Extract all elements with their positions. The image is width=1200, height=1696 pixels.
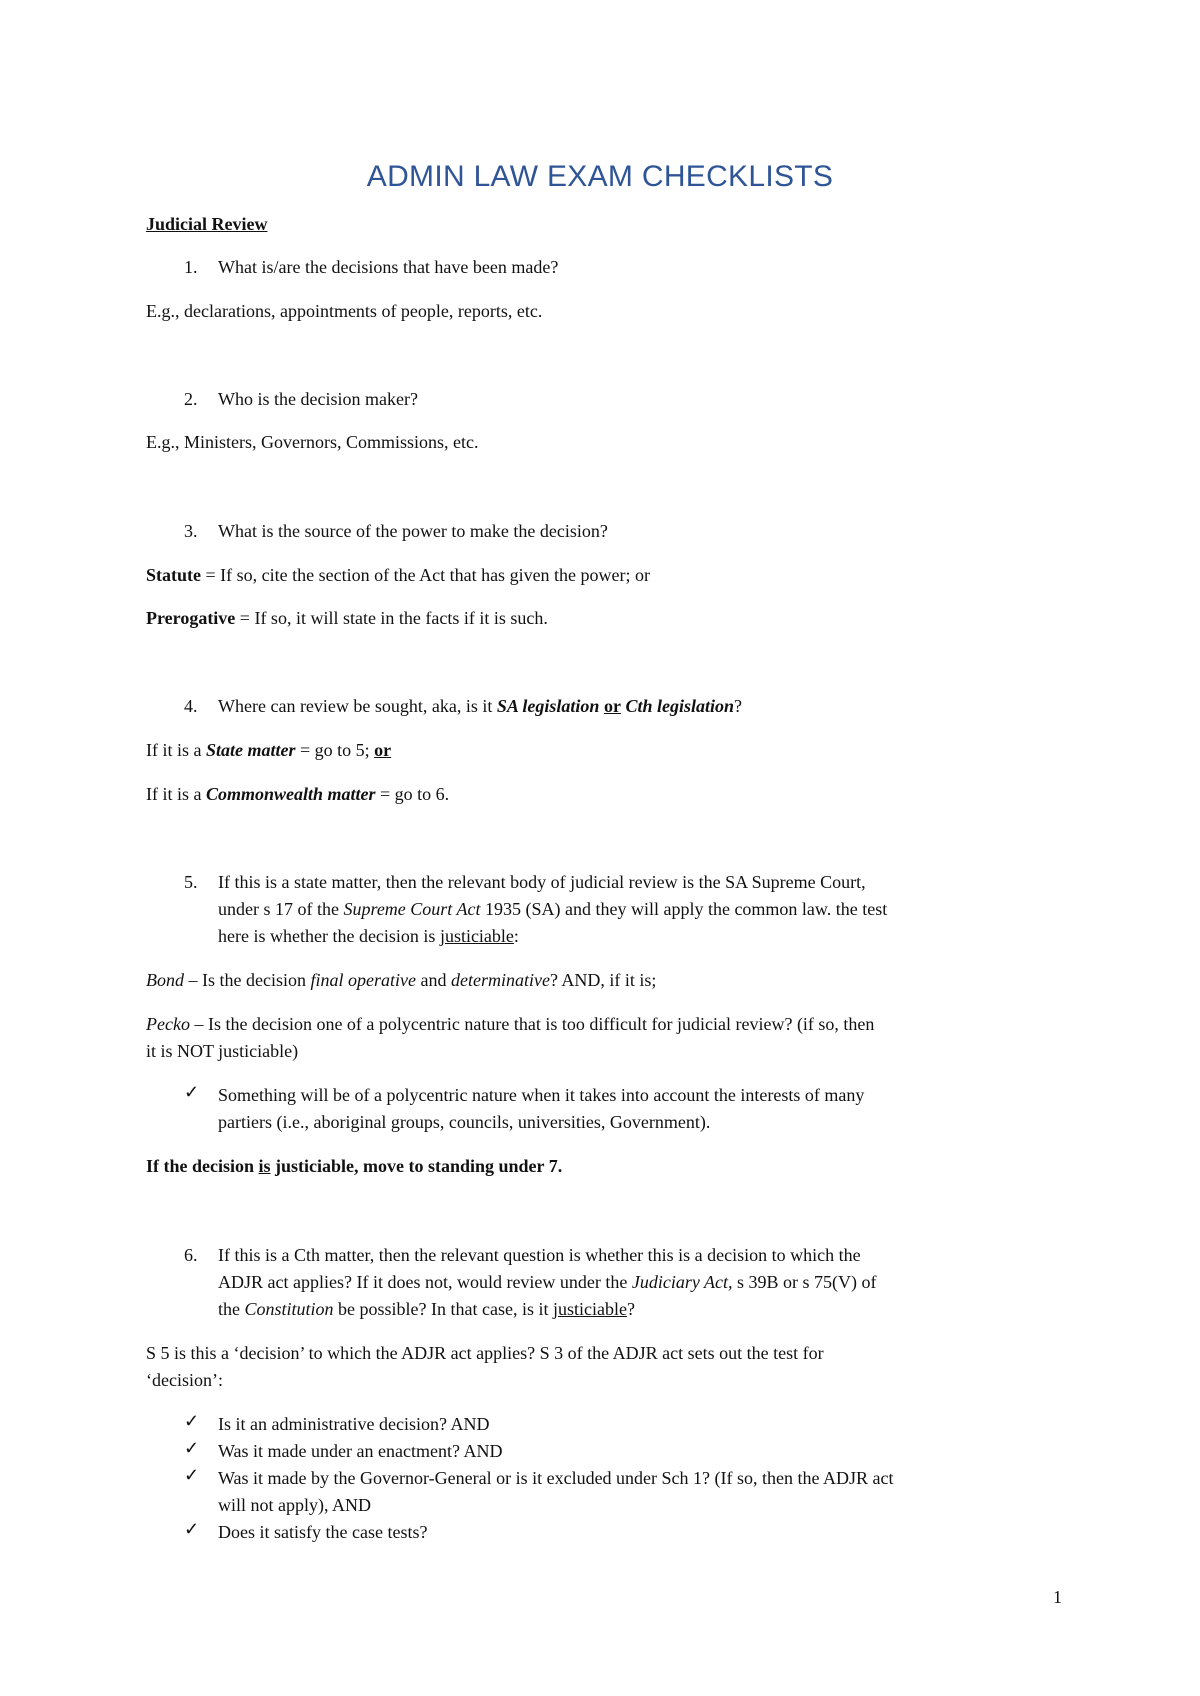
line-post: = go to 6. [375,784,450,804]
text-run: justiciable, move to standing under 7. [270,1156,563,1176]
supreme-court-act: Supreme Court Act [343,899,481,919]
check-item: Is it an administrative decision? AND [218,1414,490,1434]
text-run: ? AND, if it is; [549,970,657,990]
question-2 [184,386,418,413]
prerogative-text: = If so, it will state in the facts if it is such. [235,608,548,628]
text-run: ADJR act applies? If it does not, would review under the [218,1272,632,1292]
text-run: : [513,926,519,946]
check-item: Was it made by the Governor-General or is it excluded under Sch 1? (If so, then the ADJR act [218,1468,894,1488]
or-word: or [603,696,621,716]
question-text: If this is a Cth matter, then the relevant question is whether this is a decision to which the [218,1245,861,1265]
s5-test: S 5 is this a ‘decision’ to which the ADJR act applies? S 3 of the ADJR act sets out the test for [146,1343,824,1363]
question-number: 4. [184,696,198,716]
statute-text: = If so, cite the section of the Act that has given the power; or [201,565,651,585]
question-number: 3. [184,521,198,541]
question-5-line-2 [218,896,887,923]
question-5-line-3 [218,923,519,950]
text-run: ? [626,1299,635,1319]
statute-label: Statute [146,565,201,585]
pecko-test-line-2: it is NOT justiciable) [146,1041,299,1061]
question-text: Who is the decision maker? [218,389,418,409]
determinative: determinative [450,970,550,990]
line-mid: = go to 5; [295,740,375,760]
text-run: here is whether the decision is [218,926,440,946]
prerogative-line [146,605,548,632]
text-run: 1935 (SA) and they will apply the common law. the test [480,899,888,919]
text-run: – Is the decision one of a polycentric nature that is too difficult for judicial review? (if so, then [189,1014,875,1034]
state-matter-line [146,737,391,764]
justiciable-statement [146,1153,562,1180]
question-5 [184,869,866,896]
question-number: 1. [184,257,198,277]
cth-matter-line [146,781,449,808]
prerogative-label: Prerogative [146,608,236,628]
text-run: – Is the decision [184,970,311,990]
question-end: ? [733,696,742,716]
commonwealth-matter: Commonwealth matter [206,784,376,804]
bond-test [146,967,656,994]
question-number: 2. [184,389,198,409]
pecko-test [146,1011,874,1038]
checkmark-icon: ✓ [184,1411,200,1431]
question-2-example: E.g., Ministers, Governors, Commissions, etc. [146,432,479,452]
line-pre: If it is a [146,784,206,804]
text-run: the [218,1299,245,1319]
s5-test-line-2: ‘decision’: [146,1370,223,1390]
is-word: is [258,1156,271,1176]
question-1 [184,254,558,281]
question-number: 5. [184,872,198,892]
text-run: under s 17 of the [218,899,344,919]
question-6 [184,1242,861,1269]
statute-line [146,562,650,589]
document-title: ADMIN LAW EXAM CHECKLISTS [366,160,834,193]
question-text: If this is a state matter, then the relevant body of judicial review is the SA Supreme Court, [218,872,866,892]
or-word: or [374,740,392,760]
check-item: Does it satisfy the case tests? [218,1522,428,1542]
page-number: 1 [1053,1587,1062,1607]
check-item-line-2: will not apply), AND [218,1495,371,1515]
text-run: If the decision [146,1156,259,1176]
checkmark-icon: ✓ [184,1519,200,1539]
case-name-pecko: Pecko [146,1014,190,1034]
question-text: What is/are the decisions that have been made? [218,257,559,277]
question-4 [184,693,742,720]
section-heading: Judicial Review [146,214,268,234]
polycentric-check-line-2: partiers (i.e., aboriginal groups, councils, universities, Government). [218,1112,711,1132]
judiciary-act: Judiciary Act, [631,1272,733,1292]
checkmark-icon: ✓ [184,1465,200,1485]
justiciable-word: justiciable [552,1299,627,1319]
case-name-bond: Bond [146,970,184,990]
sa-legislation: SA legislation [496,696,600,716]
text-run: s 39B or s 75(V) of [732,1272,877,1292]
text-run: and [415,970,451,990]
question-text: What is the source of the power to make the decision? [218,521,608,541]
state-matter: State matter [206,740,296,760]
line-pre: If it is a [146,740,206,760]
constitution: Constitution [244,1299,334,1319]
question-3 [184,518,608,545]
text-run: be possible? In that case, is it [333,1299,553,1319]
check-item: Was it made under an enactment? AND [218,1441,503,1461]
question-text: Where can review be sought, aka, is it [218,696,497,716]
question-6-line-3 [218,1296,635,1323]
question-6-line-2 [218,1269,877,1296]
question-1-example: E.g., declarations, appointments of people, reports, etc. [146,301,543,321]
checkmark-icon: ✓ [184,1438,200,1458]
polycentric-check: Something will be of a polycentric nature when it takes into account the interests of many [218,1085,865,1105]
question-number: 6. [184,1245,198,1265]
cth-legislation: Cth legislation [625,696,734,716]
final-operative: final operative [310,970,416,990]
checkmark-icon: ✓ [184,1082,200,1102]
justiciable-word: justiciable [439,926,514,946]
